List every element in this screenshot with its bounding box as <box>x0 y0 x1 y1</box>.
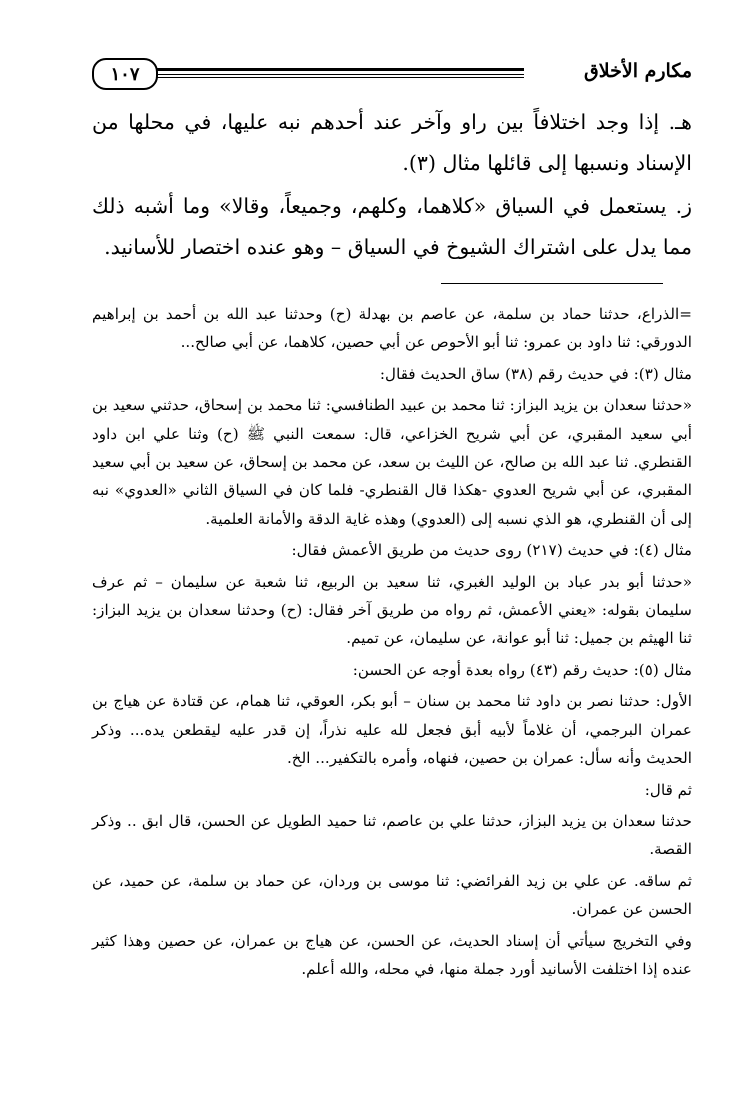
footnote-paragraph: وفي التخريج سيأتي أن إسناد الحديث، عن الحسن، عن هياج بن عمران، عن حصين وهذا كثير عنده إذا اختلفت الأسانيد أورد جملة منها، في محله، والله أعلم. <box>92 931 692 978</box>
footnote-paragraph: حدثنا سعدان بن يزيد البزاز، حدثنا علي بن عاصم، ثنا حميد الطويل عن الحسن، قال ابق .. وذكر القصة. <box>92 811 692 859</box>
running-header <box>92 58 692 94</box>
footnote-separator <box>441 283 663 284</box>
page-number-badge <box>92 58 158 90</box>
main-paragraph-he: هـ. إذا وجد اختلافاً بين راو وآخر عند أحدهم نبه عليها، في محلها من الإسناد ونسبها إلى قائلها مثال (٣). <box>92 110 692 175</box>
main-paragraph-zay: ز. يستعمل في السياق «كلاهما، وكلهم، وجميعاً، وقالا» وما أشبه ذلك مما يدل على اشتراك الشيوخ في السياق – وهو عنده اختصار للأسانيد. <box>92 194 692 259</box>
footnote-paragraph: الأول: حدثنا نصر بن داود ثنا محمد بن سنان – أبو بكر، العوقي، ثنا همام، عن قتادة عن هياج بن عمران البرجمي، أن غلاماً لأبيه أبق فجعل لله عليه نذراً، إن قدر عليه ليقطعن يده... وذكر الحديث وأنه سأل: عمران بن حصين، فنهاه، وأمره بالتكفير... الخ. <box>92 692 692 768</box>
footnote-paragraph: «حدثنا سعدان بن يزيد البزاز: ثنا محمد بن عبيد الطنافسي: ثنا محمد بن إسحاق، حدثني سعيد بن أبي سعيد المقبري، عن أبي شريح الخزاعي، قال: سمعت النبي ﷺ (ح) وثنا علي ابن داود القنطري. ثنا عبد الله بن صالح، عن الليث بن سعد، عن محمد بن إسحاق، عن سعيد بن أبي سعيد المقبري، عن أبي شريح العدوي -هكذا قال القنطري- فلما كان في السياق الثاني «العدوي» نبه إلى أن القنطري، هو الذي نسبه إلى (العدوي) وهذه غاية الدقة والأمانة العلمية. <box>92 396 692 528</box>
main-text <box>92 102 692 270</box>
footnote-paragraph: =الذراع، حدثنا حماد بن سلمة، عن عاصم بن بهدلة (ح) وحدثنا عبد الله بن أحمد بن إبراهيم الدورقي: ثنا داود بن عمرو: ثنا أبو الأحوص عن أبي حصين، كلاهما، عن أبي صالح... <box>92 305 692 352</box>
header-thin-rule <box>156 77 524 78</box>
book-title: مكارم الأخلاق <box>584 60 692 82</box>
page-number: ١٠٧ <box>110 63 140 85</box>
header-double-rule <box>156 68 524 75</box>
footnote-paragraph: مثال (٤): في حديث (٢١٧) روى حديث من طريق الأعمش فقال: <box>291 541 692 560</box>
footnote-paragraph: ثم قال: <box>644 780 692 799</box>
footnotes <box>92 300 692 986</box>
footnote-paragraph: مثال (٣): في حديث رقم (٣٨) ساق الحديث فقال: <box>379 364 692 383</box>
footnote-paragraph: مثال (٥): حديث رقم (٤٣) رواه بعدة أوجه عن الحسن: <box>352 660 692 679</box>
footnote-paragraph: «حدثنا أبو بدر عباد بن الوليد الغبري، ثنا سعيد بن الربيع، ثنا شعبة عن سليمان – ثم عرف سليمان بقوله: «يعني الأعمش، ثم رواه من طريق آخر فقال: (ح) وحدثنا سعدان بن يزيد البزاز: ثنا الهيثم بن جميل: ثنا أبو عوانة، عن سليمان، عن تميم. <box>92 572 692 648</box>
footnote-paragraph: ثم ساقه. عن علي بن زيد الفرائضي: ثنا موسى بن وردان، عن حماد بن سلمة، عن حميد، عن الحسن عن عمران. <box>92 871 692 919</box>
